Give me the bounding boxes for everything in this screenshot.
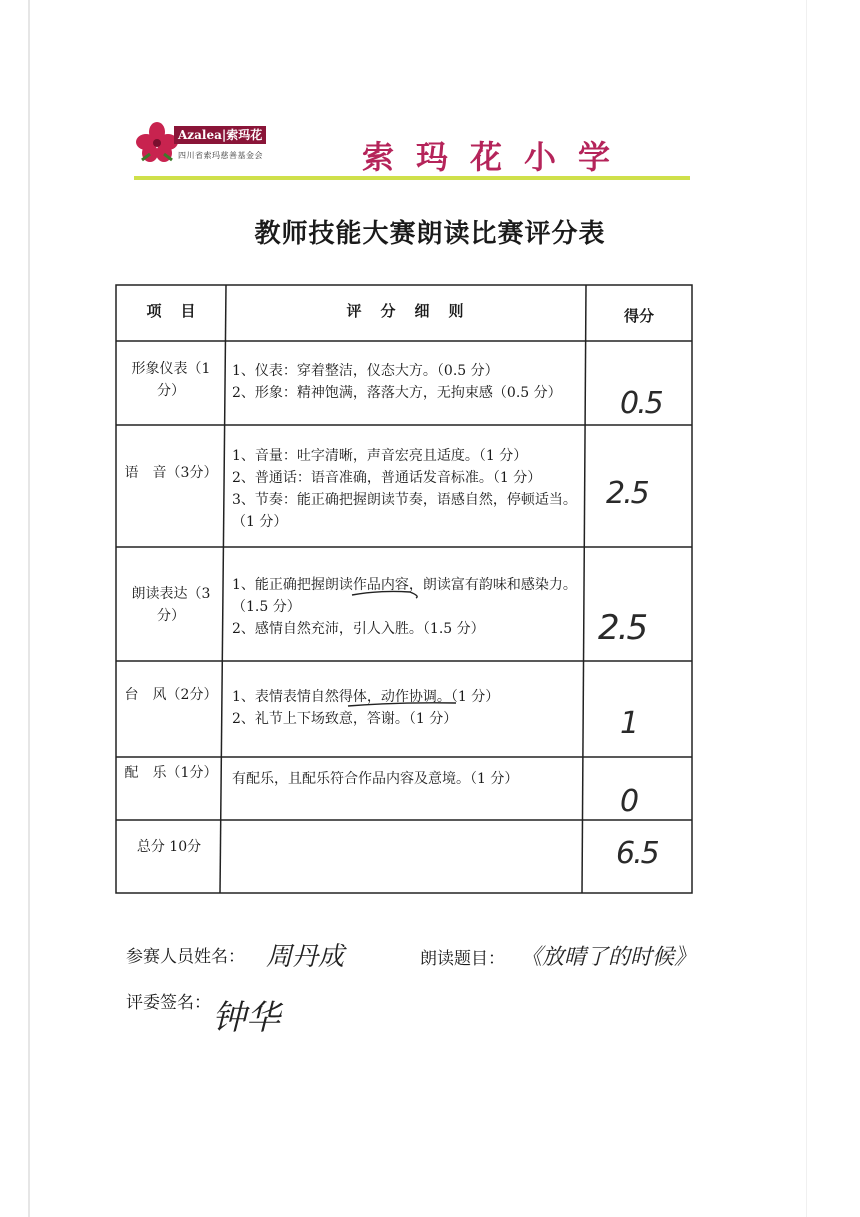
contestant-label: 参赛人员姓名： xyxy=(126,947,245,967)
row-criteria xyxy=(232,686,582,730)
row-criteria xyxy=(232,574,582,640)
header-divider xyxy=(134,176,690,180)
row-item: 朗读表达（3分） xyxy=(131,586,211,624)
school-name: 索玛花小学 xyxy=(362,138,633,176)
scan-edge xyxy=(28,0,30,1217)
topic-label: 朗读题目： xyxy=(420,949,505,969)
criteria-line: 1、表情表情自然得体，动作协调。（1 分） xyxy=(232,689,500,705)
row-criteria xyxy=(232,360,582,404)
criteria-line: 1、能正确把握朗读作品内容，朗读富有韵味和感染力。（1.5 分） xyxy=(232,577,577,615)
score-value: 2.5 xyxy=(606,476,648,511)
criteria-line: 2、形象：精神饱满，落落大方，无拘束感（0.5 分） xyxy=(232,385,562,401)
judge-label: 评委签名： xyxy=(126,993,211,1013)
score-value: 6.5 xyxy=(616,836,658,871)
topic-value: 《放晴了的时候》 xyxy=(520,945,697,970)
score-value: 0.5 xyxy=(620,386,662,421)
criteria-line: 有配乐，且配乐符合作品内容及意境。（1 分） xyxy=(232,771,519,787)
criteria-line: 1、音量：吐字清晰，声音宏亮且适度。（1 分） xyxy=(232,448,528,464)
row-item: 台 风（2分） xyxy=(124,687,218,703)
row-item: 语 音（3分） xyxy=(124,465,218,481)
criteria-line: 2、感情自然充沛，引人入胜。（1.5 分） xyxy=(232,621,485,637)
judge-signature: 钟华 xyxy=(212,998,280,1038)
logo-text: Azalea|索玛花 xyxy=(174,126,266,144)
score-value: 1 xyxy=(620,706,638,741)
contestant-name: 周丹成 xyxy=(266,942,345,972)
score-value: 2.5 xyxy=(598,608,647,648)
header-item: 项 目 xyxy=(146,302,198,320)
criteria-line: 3、节奏：能正确把握朗读节奏，语感自然，停顿适当。（1 分） xyxy=(232,492,577,530)
row-criteria xyxy=(232,445,582,533)
row-criteria xyxy=(232,768,582,790)
score-value: 0 xyxy=(620,784,638,819)
header-score: 得分 xyxy=(623,307,654,325)
page-title: 教师技能大赛朗读比赛评分表 xyxy=(254,219,606,249)
row-item: 总分 10分 xyxy=(136,839,202,855)
criteria-line: 1、仪表：穿着整洁，仪态大方。（0.5 分） xyxy=(232,363,499,379)
criteria-line: 2、礼节上下场致意，答谢。（1 分） xyxy=(232,711,458,727)
school-logo xyxy=(134,120,274,168)
scan-edge-right xyxy=(806,0,807,1217)
logo-subtext: 四川省索玛慈善基金会 xyxy=(178,151,263,160)
header-criteria: 评 分 细 则 xyxy=(346,302,466,320)
criteria-line: 2、普通话：语音准确，普通话发音标准。（1 分） xyxy=(232,470,542,486)
row-item: 配 乐（1分） xyxy=(124,765,218,781)
row-item: 形象仪表（1分） xyxy=(131,361,211,399)
